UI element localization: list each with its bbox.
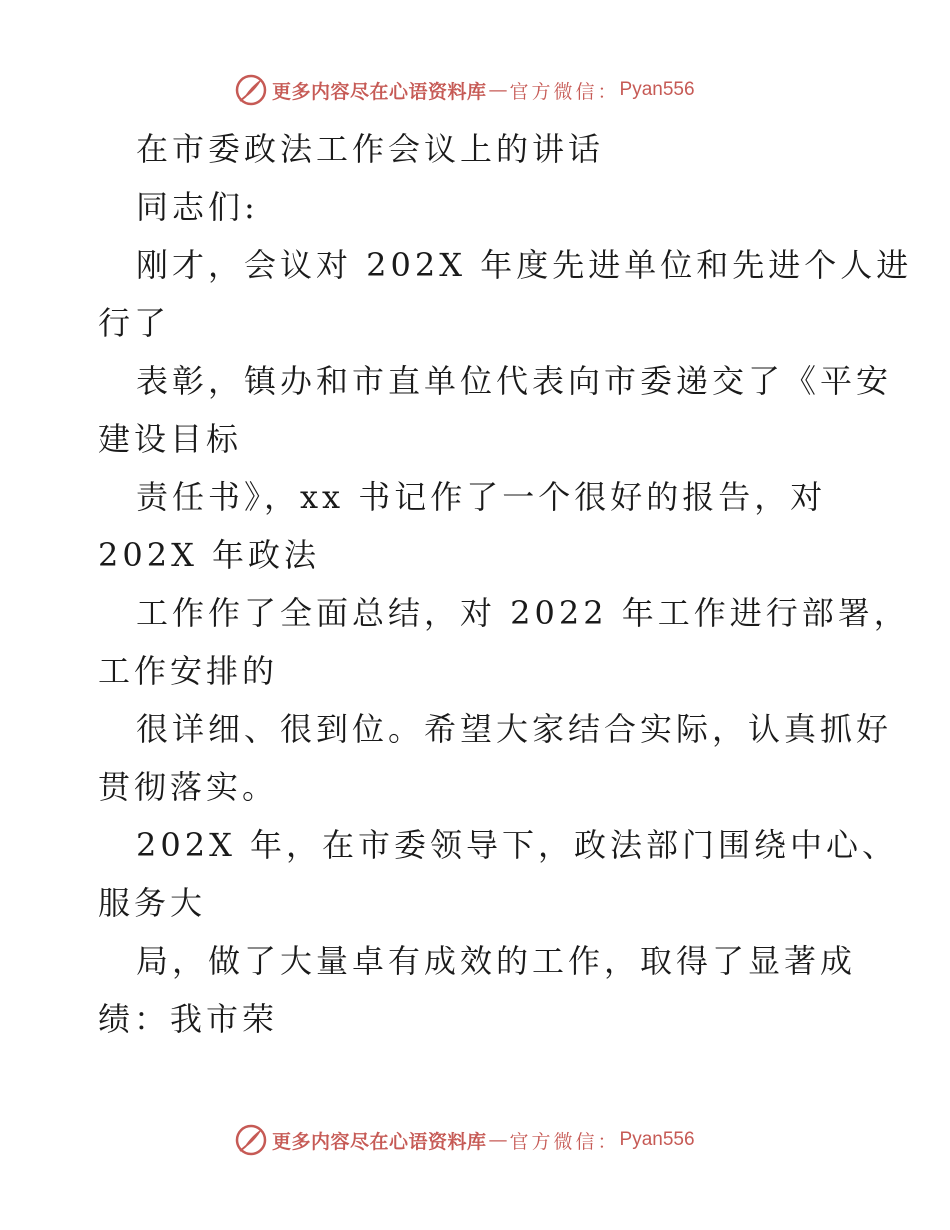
text-line: 局，做了大量卓有成效的工作，取得了显著成 (136, 942, 857, 980)
text-line: 202X 年政法 (98, 536, 321, 574)
text-line: 服务大 (98, 884, 207, 922)
text-line: 贯彻落实。 (98, 768, 279, 806)
watermark-banner-top (234, 72, 695, 108)
watermark-official-label: 官方微信： (509, 80, 620, 103)
text-line: 表彰，镇办和市直单位代表向市委递交了《平安 (136, 362, 893, 400)
watermark-wechat-id: Pyan556 (619, 79, 695, 100)
watermark-brand: 更多内容尽在心语资料库 (272, 80, 487, 103)
text-line: 行了 (98, 304, 171, 342)
text-line: 工作作了全面总结，对 2022 年工作进行部署， (136, 594, 910, 632)
text-line: 202X 年，在市委领导下，政法部门围绕中心、 (136, 826, 899, 864)
text-line: 建设目标 (98, 420, 243, 458)
text-line: 很详细、很到位。希望大家结合实际，认真抓好 (136, 710, 893, 748)
feather-pen-circle-icon (234, 73, 268, 107)
text-line: 工作安排的 (98, 652, 279, 690)
text-line: 在市委政法工作会议上的讲话 (136, 130, 605, 168)
document-body (98, 120, 913, 1048)
watermark-official-label: 官方微信： (509, 1130, 620, 1153)
text-line: 绩：我市荣 (98, 1000, 279, 1038)
watermark-separator: — (488, 79, 508, 101)
watermark-brand: 更多内容尽在心语资料库 (272, 1130, 487, 1153)
text-line: 刚才，会议对 202X 年度先进单位和先进个人进 (136, 246, 913, 284)
watermark-separator: — (488, 1129, 508, 1151)
feather-pen-circle-icon (234, 1123, 268, 1157)
text-line: 责任书》，xx 书记作了一个很好的报告，对 (136, 478, 827, 516)
watermark-banner-bottom (234, 1122, 695, 1158)
text-line: 同志们: (136, 188, 259, 226)
watermark-wechat-id: Pyan556 (619, 1129, 695, 1150)
